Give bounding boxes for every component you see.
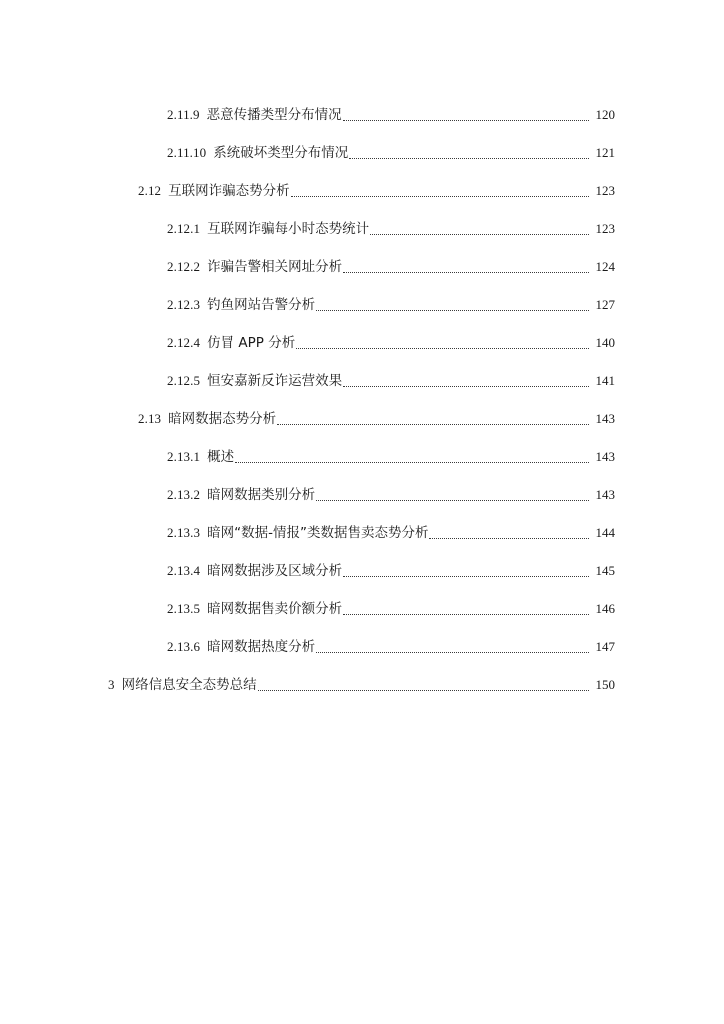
toc-entry-page: 147: [595, 639, 615, 654]
toc-entry-title: 暗网数据态势分析: [168, 411, 277, 427]
toc-dot-leader: [291, 195, 589, 197]
toc-dot-leader: [316, 309, 589, 311]
toc-entry-title: 恶意传播类型分布情况: [206, 107, 342, 123]
toc-entry-title: 互联网诈骗每小时态势统计: [207, 221, 370, 237]
toc-entry-page: 150: [595, 677, 615, 692]
toc-dot-leader: [343, 119, 589, 121]
toc-entry-page: 123: [595, 183, 615, 198]
toc-entry-number: 2.13.3: [167, 525, 201, 540]
toc-entry-page: 141: [595, 373, 615, 388]
toc-dot-leader: [343, 271, 589, 273]
toc-entry-number: 2.12.5: [167, 373, 201, 388]
toc-entry[interactable]: [0, 628, 724, 666]
toc-entry-number: 2.13.4: [167, 563, 201, 578]
toc-dot-leader: [429, 537, 589, 539]
toc-entry-page: 145: [595, 563, 615, 578]
toc-entry-page: 144: [595, 525, 615, 540]
toc-dot-leader: [296, 347, 589, 349]
toc-entry[interactable]: [0, 590, 724, 628]
toc-entry-title: 诈骗告警相关网址分析: [207, 259, 343, 275]
toc-dot-leader: [343, 613, 589, 615]
toc-entry-number: 2.12.3: [167, 297, 201, 312]
toc-entry-page: 120: [595, 107, 615, 122]
toc-entry-number: 3: [108, 677, 115, 692]
toc-entry-number: 2.13: [138, 411, 162, 426]
toc-entry-title: 暗网数据类别分析: [207, 487, 316, 503]
toc-dot-leader: [316, 499, 589, 501]
toc-entry-page: 143: [595, 449, 615, 464]
toc-entry-title: 钓鱼网站告警分析: [207, 297, 316, 313]
toc-entry-page: 140: [595, 335, 615, 350]
toc-dot-leader: [349, 157, 589, 159]
toc-entry-title: 概述: [207, 449, 235, 465]
toc-entry-number: 2.11.10: [167, 145, 207, 160]
toc-entry-number: 2.13.5: [167, 601, 201, 616]
toc-entry-title: 网络信息安全态势总结: [121, 677, 257, 693]
toc-entry-title: 暗网数据涉及区域分析: [207, 563, 343, 579]
toc-entry-number: 2.12.1: [167, 221, 201, 236]
toc-entry[interactable]: [0, 172, 724, 210]
toc-entry-page: 121: [595, 145, 615, 160]
toc-entry-number: 2.12: [138, 183, 162, 198]
toc-entry-title: 互联网诈骗态势分析: [168, 183, 290, 199]
toc-entry-page: 143: [595, 411, 615, 426]
table-of-contents: [0, 96, 724, 704]
toc-dot-leader: [277, 423, 589, 425]
toc-entry-page: 143: [595, 487, 615, 502]
toc-entry[interactable]: [0, 210, 724, 248]
toc-dot-leader: [316, 651, 589, 653]
toc-entry-title: 恒安嘉新反诈运营效果: [207, 373, 343, 389]
toc-entry[interactable]: [0, 248, 724, 286]
toc-entry[interactable]: [0, 362, 724, 400]
toc-entry[interactable]: [0, 96, 724, 134]
toc-entry-page: 127: [595, 297, 615, 312]
toc-entry[interactable]: [0, 438, 724, 476]
toc-entry-page: 124: [595, 259, 615, 274]
toc-entry-number: 2.11.9: [167, 107, 200, 122]
toc-entry-number: 2.12.2: [167, 259, 201, 274]
toc-entry-page: 146: [595, 601, 615, 616]
toc-entry-page: 123: [595, 221, 615, 236]
toc-dot-leader: [370, 233, 589, 235]
toc-entry-title: 暗网数据售卖价额分析: [207, 601, 343, 617]
toc-entry-title: 暗网“数据-情报”类数据售卖态势分析: [207, 525, 429, 541]
toc-entry-number: 2.13.2: [167, 487, 201, 502]
toc-entry[interactable]: [0, 286, 724, 324]
toc-entry-title: 系统破坏类型分布情况: [213, 145, 349, 161]
toc-entry[interactable]: [0, 514, 724, 552]
toc-entry[interactable]: [0, 134, 724, 172]
toc-entry[interactable]: [0, 476, 724, 514]
toc-entry[interactable]: [0, 400, 724, 438]
toc-dot-leader: [258, 689, 589, 691]
toc-entry[interactable]: [0, 666, 724, 704]
toc-entry[interactable]: [0, 552, 724, 590]
toc-entry[interactable]: [0, 324, 724, 362]
toc-dot-leader: [235, 461, 589, 463]
toc-entry-title: 仿冒 APP 分析: [207, 335, 296, 351]
toc-entry-number: 2.13.6: [167, 639, 201, 654]
toc-dot-leader: [343, 575, 589, 577]
toc-entry-number: 2.12.4: [167, 335, 201, 350]
toc-entry-title: 暗网数据热度分析: [207, 639, 316, 655]
toc-dot-leader: [343, 385, 589, 387]
toc-entry-number: 2.13.1: [167, 449, 201, 464]
